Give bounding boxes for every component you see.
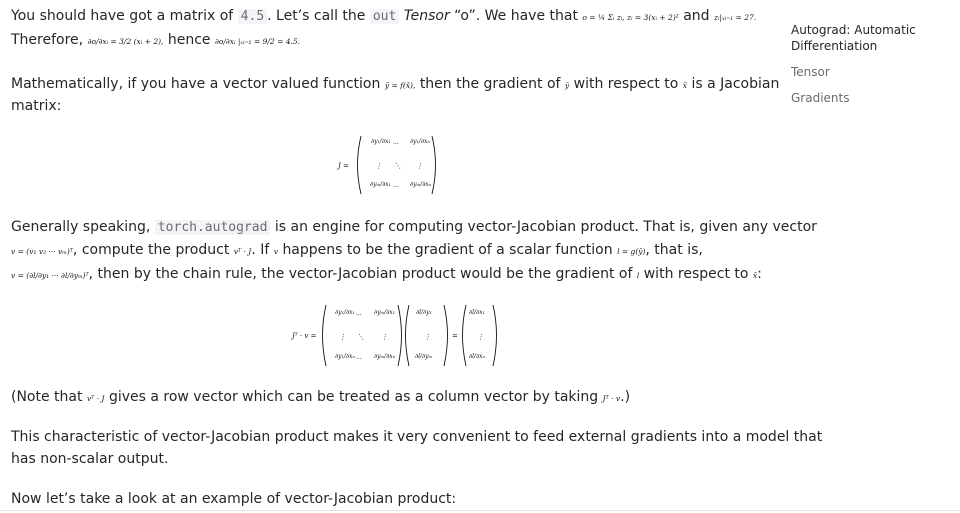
paragraph-jacobian-intro [11, 73, 779, 97]
inline-math: v = (∂l/∂y₁ ··· ∂l/∂yₘ)ᵀ [11, 271, 89, 280]
paragraph-example-intro [11, 488, 456, 510]
text: You should have got a matrix of [11, 8, 234, 24]
matrix-entry: ⋮ [375, 162, 382, 170]
matrix-entry: ∂yₘ/∂xₙ [374, 353, 396, 360]
bottom-divider [0, 510, 960, 511]
matrix-entry: ∂y₁/∂x₁ [335, 309, 355, 316]
paragraph-note [11, 386, 630, 410]
vector-right-paren [493, 305, 497, 366]
matrix-entry: ∂y₁/∂xₙ [410, 138, 430, 145]
paragraph-characteristic [11, 426, 822, 448]
inline-math: v [273, 247, 278, 256]
jacobian-lhs: J = [338, 162, 349, 170]
text: with respect to [573, 76, 679, 92]
text: Mathematically, if you have a vector valued function [11, 76, 381, 92]
text: This characteristic of vector-Jacobian product makes it very convenient to feed external gradients into a model that [11, 429, 823, 445]
inline-math: o = ¼ Σᵢ zᵢ, zᵢ = 3(xᵢ + 2)² [582, 13, 679, 22]
matrix-entry: ··· [356, 356, 362, 363]
text: is a Jacobian [691, 76, 780, 92]
inline-math: v = (v₁ v₂ ··· vₘ)ᵀ [11, 247, 73, 256]
vector-left-paren [406, 305, 410, 366]
toc-item-autograd[interactable] [791, 22, 916, 54]
text: “o”. We have that [454, 8, 578, 24]
vector-entry: ∂l/∂x₁ [469, 309, 485, 316]
matrix-right-paren [432, 136, 436, 194]
text: , then by the chain rule, the vector-Jacobian product would be the gradient of [88, 266, 633, 282]
toc-item-label: Autograd: Automatic [791, 23, 916, 37]
inline-code-autograd: torch.autograd [155, 220, 271, 235]
vjp-equation [288, 300, 498, 372]
matrix-entry: ∂y₁/∂x₁ [371, 138, 391, 145]
vjp-lhs: Jᵀ · v = [292, 332, 317, 340]
inline-math: zᵢ|ₓᵢ₌₁ = 27. [714, 13, 757, 22]
text: matrix: [11, 98, 62, 114]
matrix-right-paren [398, 305, 402, 366]
text: , that is, [645, 242, 703, 258]
matrix-entry: ∂y₁/∂xₙ [335, 353, 355, 360]
inline-math: vᵀ · J [86, 394, 105, 403]
text: with respect to [643, 266, 749, 282]
text: .) [620, 389, 631, 405]
toc-item-label: Gradients [791, 91, 850, 105]
paragraph-autograd-engine [11, 216, 817, 239]
paragraph-autograd-engine-cont [11, 239, 703, 263]
inline-math: ∂o/∂xᵢ |ₓᵢ₌₁ = 9/2 = 4.5. [214, 37, 301, 46]
equals-sign: = [452, 332, 458, 340]
text: . If [251, 242, 270, 258]
text: , compute the product [72, 242, 230, 258]
matrix-entry: ∂yₘ/∂x₁ [374, 309, 396, 316]
inline-math: l = g(ȳ) [617, 247, 646, 256]
toc-item-label: Tensor [791, 65, 830, 79]
inline-math: ∂o/∂xᵢ = 3/2 (xᵢ + 2), [87, 37, 164, 46]
inline-math: ȳ [564, 81, 570, 90]
matrix-left-paren [358, 136, 362, 194]
vector-entry: ∂l/∂xₙ [469, 353, 485, 360]
paragraph-jacobian-intro-cont [11, 95, 61, 117]
matrix-entry: ··· [393, 184, 399, 191]
matrix-entry: ∂yₘ/∂x₁ [370, 181, 392, 188]
toc-item-gradients[interactable] [791, 90, 849, 106]
vector-left-paren [463, 305, 467, 366]
jacobian-equation [330, 130, 450, 200]
text: hence [167, 32, 211, 48]
vector-entry: ⋮ [424, 333, 431, 341]
paragraph-result [11, 5, 756, 29]
vector-right-paren [444, 305, 448, 366]
text: Tensor [403, 8, 450, 24]
vector-entry: ⋮ [477, 333, 484, 341]
text: Therefore, [11, 32, 84, 48]
inline-math: Jᵀ · v [602, 394, 621, 403]
vector-entry: ∂l/∂y₁ [416, 309, 432, 316]
text: is an engine for computing vector-Jacobian product. That is, given any vector [274, 219, 817, 235]
matrix-entry: ··· [356, 312, 362, 319]
inline-math: l [636, 271, 640, 280]
text: gives a row vector which can be treated as a column vector by taking [108, 389, 599, 405]
matrix-entry: ∂yₘ/∂xₙ [410, 181, 432, 188]
text: and [683, 8, 710, 24]
text: . Let’s call the [267, 8, 366, 24]
inline-math: x̄ [752, 271, 758, 280]
inline-math: vᵀ · J [233, 247, 252, 256]
inline-code-value: 4.5 [238, 9, 267, 24]
matrix-entry: ⋮ [339, 333, 346, 341]
toc-item-label: Differentiation [791, 39, 878, 53]
text: happens to be the gradient of a scalar function [282, 242, 613, 258]
text: has non-scalar output. [11, 451, 169, 467]
inline-math: x̄ [682, 81, 688, 90]
matrix-entry: ··· [393, 141, 399, 148]
toc-item-tensor[interactable] [791, 64, 830, 80]
text: then the gradient of [419, 76, 561, 92]
paragraph-autograd-engine-cont2 [11, 263, 762, 287]
text: Now let’s take a look at an example of vector-Jacobian product: [11, 491, 457, 507]
paragraph-result-cont [11, 29, 300, 53]
inline-code-out: out [370, 9, 399, 24]
paragraph-characteristic-cont [11, 448, 168, 470]
matrix-entry: ⋱ [357, 333, 364, 341]
matrix-left-paren [323, 305, 327, 366]
text: : [757, 266, 762, 282]
text: Generally speaking, [11, 219, 151, 235]
text: (Note that [11, 389, 83, 405]
matrix-entry: ⋮ [416, 162, 423, 170]
matrix-entry: ⋱ [394, 162, 401, 170]
inline-math: ȳ = f(x̄), [384, 81, 416, 90]
matrix-entry: ⋮ [381, 333, 388, 341]
vector-entry: ∂l/∂yₘ [415, 353, 433, 360]
